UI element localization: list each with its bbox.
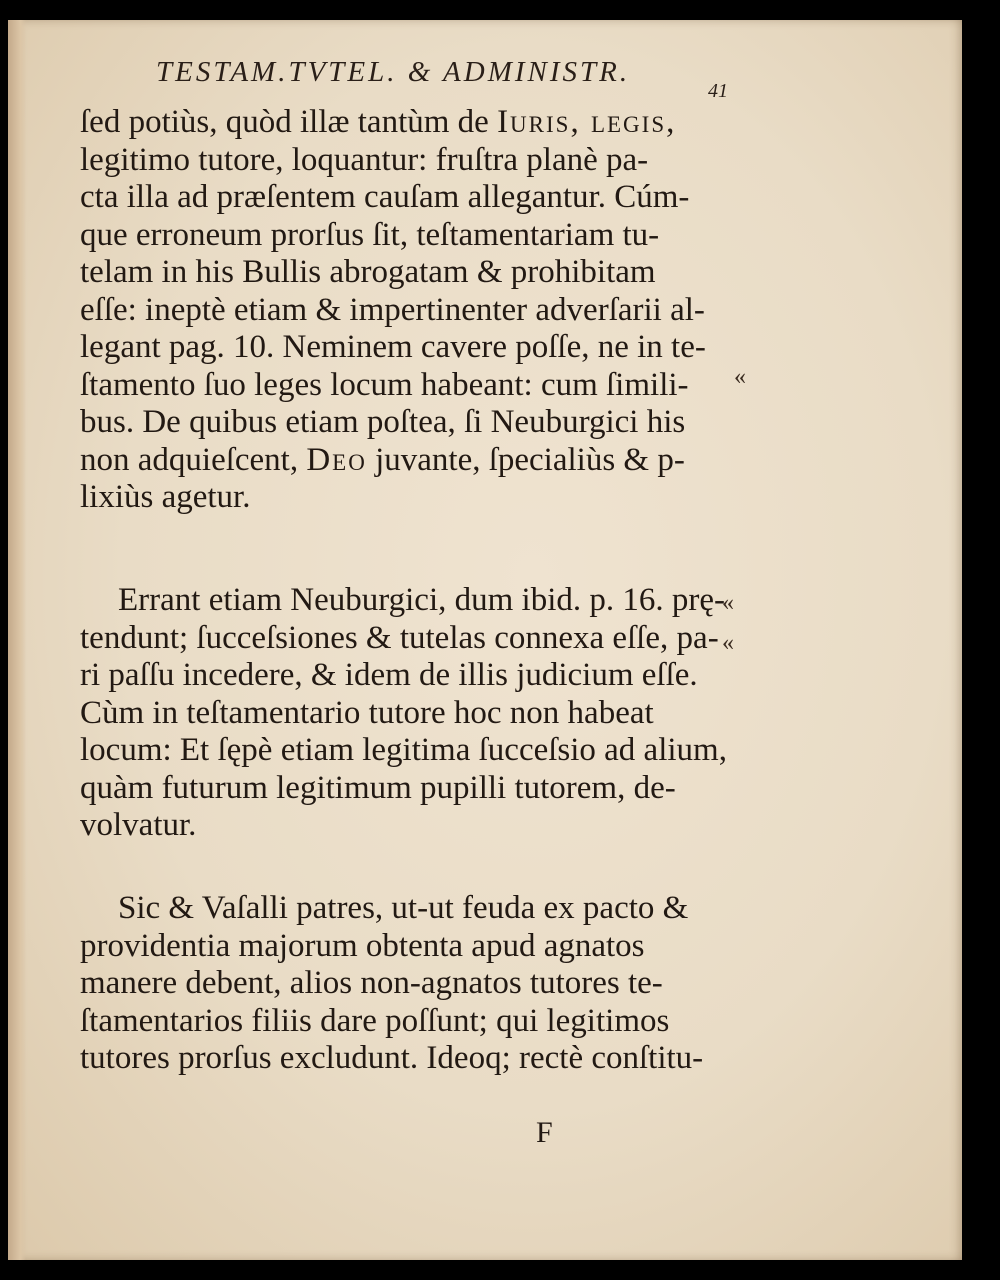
page-gutter-shadow [8, 20, 26, 1260]
text-line: ſtamento ſuo leges locum habeant: cum ſimili- [80, 366, 689, 403]
small-caps-phrase: Deo [306, 441, 367, 478]
text-line: tutores prorſus excludunt. Ideoq; rectè conſtitu- [80, 1040, 704, 1076]
text-line: locum: Et ſępè etiam legitima ſucceſsio ad alium, [80, 732, 727, 768]
text-line: quàm futurum legitimum pupilli tutorem, de- [80, 769, 676, 806]
paragraph-2 [80, 582, 740, 845]
text-line: ſed potiùs, quòd illæ tantùm de Iuris, legis, [80, 104, 675, 140]
book-page [8, 20, 962, 1260]
small-caps-phrase: Iuris, legis [497, 104, 667, 140]
paragraph-1 [80, 104, 740, 517]
text-line: Errant etiam Neuburgici, dum ibid. p. 16. prę- [118, 582, 725, 618]
text-line: lixiùs agetur. [80, 479, 251, 515]
text-line: que erroneum prorſus ſit, teſtamentariam tu- [80, 216, 660, 253]
text-line: volvatur. [80, 807, 197, 843]
text-line: telam in his Bullis abrogatam & prohibitam [80, 254, 656, 290]
page-number: 41 [708, 80, 728, 102]
text-line: legant pag. 10. Neminem cavere poſſe, ne in te- [80, 329, 706, 365]
text-line: bus. De quibus etiam poſtea, ſi Neuburgici his [80, 404, 686, 440]
text-line: providentia majorum obtenta apud agnatos [80, 927, 645, 964]
margin-quote-mark: « [722, 630, 734, 656]
text-line: Sic & Vaſalli patres, ut-ut feuda ex pacto & [118, 890, 689, 926]
signature-mark: F [536, 1116, 553, 1149]
text-line: non adquieſcent, Deo juvante, ſpecialiùs & p- [80, 441, 685, 478]
text-line: manere debent, alios non-agnatos tutores te- [80, 965, 663, 1001]
text-line: eſſe: ineptè etiam & impertinenter adverſarii al- [80, 291, 705, 328]
paragraph-3 [80, 890, 740, 1078]
text-line: cta illa ad præſentem cauſam allegantur. Cúm- [80, 179, 690, 215]
margin-quote-mark: « [734, 364, 746, 390]
text-line: tendunt; ſucceſsiones & tutelas connexa eſſe, pa- [80, 619, 719, 656]
running-head: TESTAM.TVTEL. & ADMINISTR. [156, 56, 631, 88]
text-line: legitimo tutore, loquantur: fruſtra planè pa- [80, 141, 649, 178]
text-line: ſtamentarios filiis dare poſſunt; qui legitimos [80, 1002, 670, 1039]
text-line: ri paſſu incedere, & idem de illis judicium eſſe. [80, 657, 698, 693]
margin-quote-mark: « [722, 590, 734, 616]
text-line: Cùm in teſtamentario tutore hoc non habeat [80, 694, 654, 731]
